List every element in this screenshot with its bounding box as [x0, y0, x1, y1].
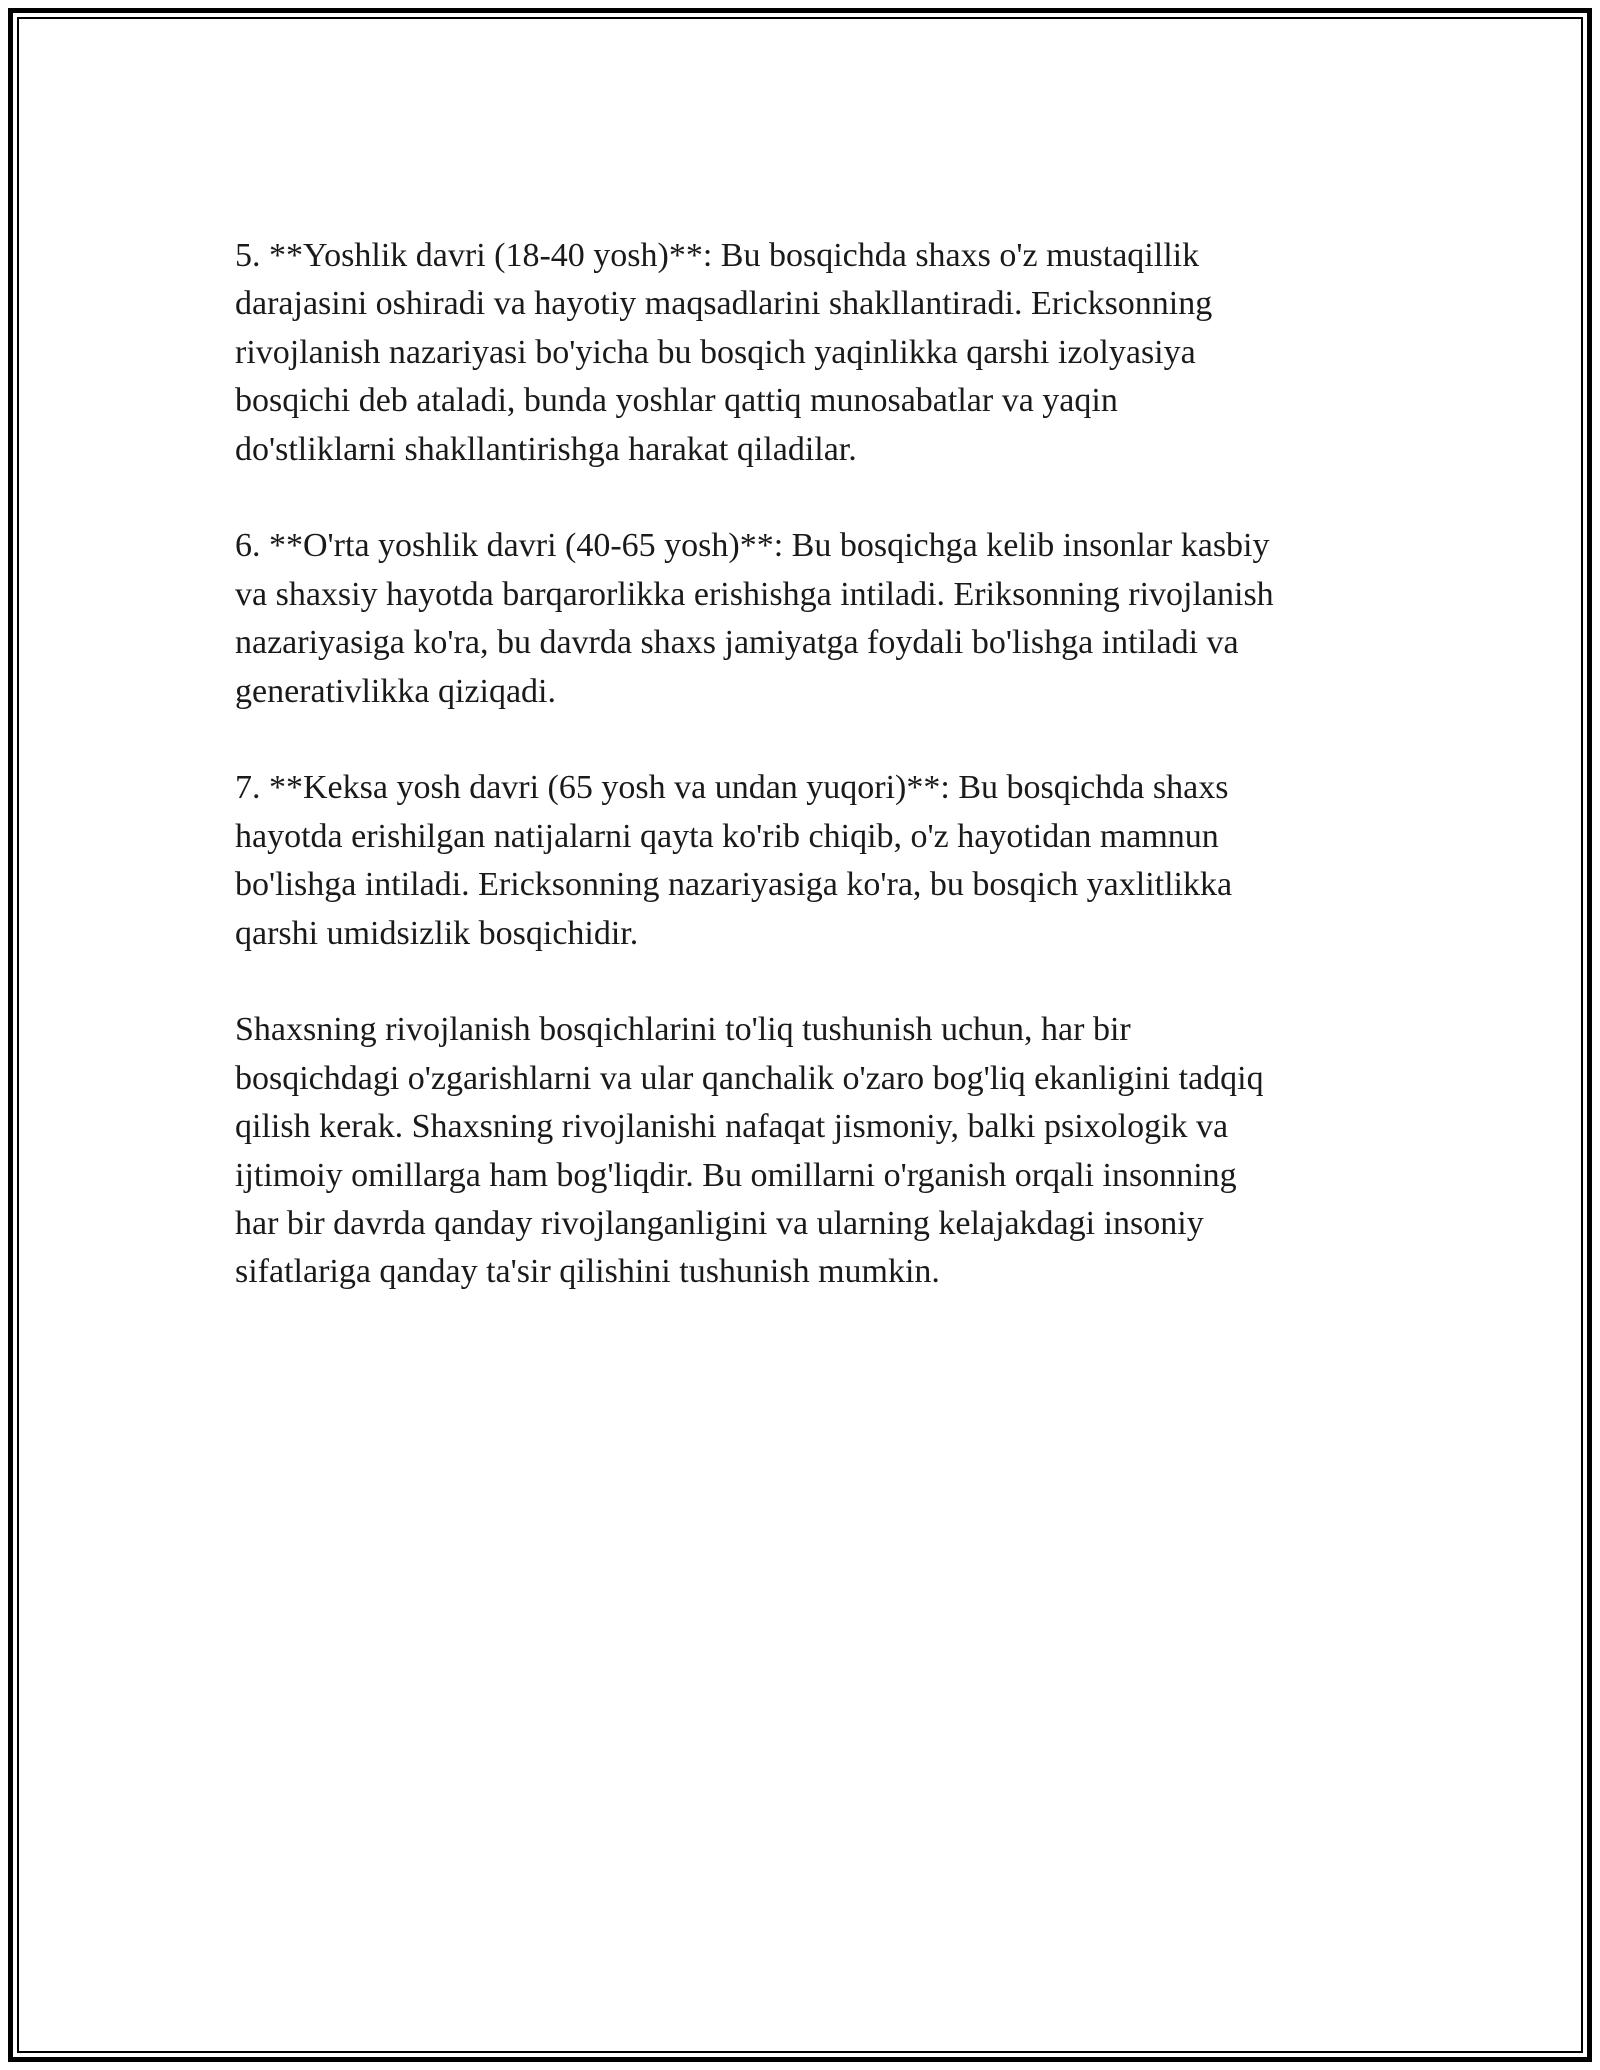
paragraph-old-age: 7. **Keksa yosh davri (65 yosh va undan yuqori)**: Bu bosqichda shaxs hayotda erishilgan natijalarni qayta ko'rib chiqib, o'z hayotidan mamnun bo'lishga intiladi. Ericksonning nazariyasiga ko'ra, bu bosqich yaxlitlikka qarshi umidsizlik bosqichidir.	[235, 769, 1233, 952]
paragraph-young-adulthood: 5. **Yoshlik davri (18-40 yosh)**: Bu bosqichda shaxs o'z mustaqillik darajasini oshiradi va hayotiy maqsadlarini shakllantiradi. Ericksonning rivojlanish nazariyasi bo'yicha bu bosqich yaqinlikka qarshi izolyasiya bosqichi deb ataladi, bunda yoshlar qattiq munosabatlar va yaqin do'stliklarni shakllantirishga harakat qiladilar.	[235, 237, 1213, 468]
document-body	[235, 232, 1365, 1297]
paragraph-conclusion: Shaxsning rivojlanish bosqichlarini to'liq tushunish uchun, har bir bosqichdagi o'zgarishlarni va ular qanchalik o'zaro bog'liq ekanligini tadqiq qilish kerak. Shaxsning rivojlanishi nafaqat jismoniy, balki psixologik va ijtimoiy omillarga ham bog'liqdir. Bu omillarni o'rganish orqali insonning har bir davrda qanday rivojlanganligini va ularning kelajakdagi insoniy sifatlariga qanday ta'sir qilishini tushunish mumkin.	[235, 1011, 1264, 1291]
paragraph-middle-adulthood: 6. **O'rta yoshlik davri (40-65 yosh)**: Bu bosqichga kelib insonlar kasbiy va shaxsiy hayotda barqarorlikka erishishga intiladi. Eriksonning rivojlanish nazariyasiga ko'ra, bu davrda shaxs jamiyatga foydali bo'lishga intiladi va generativlikka qiziqadi.	[235, 527, 1274, 710]
